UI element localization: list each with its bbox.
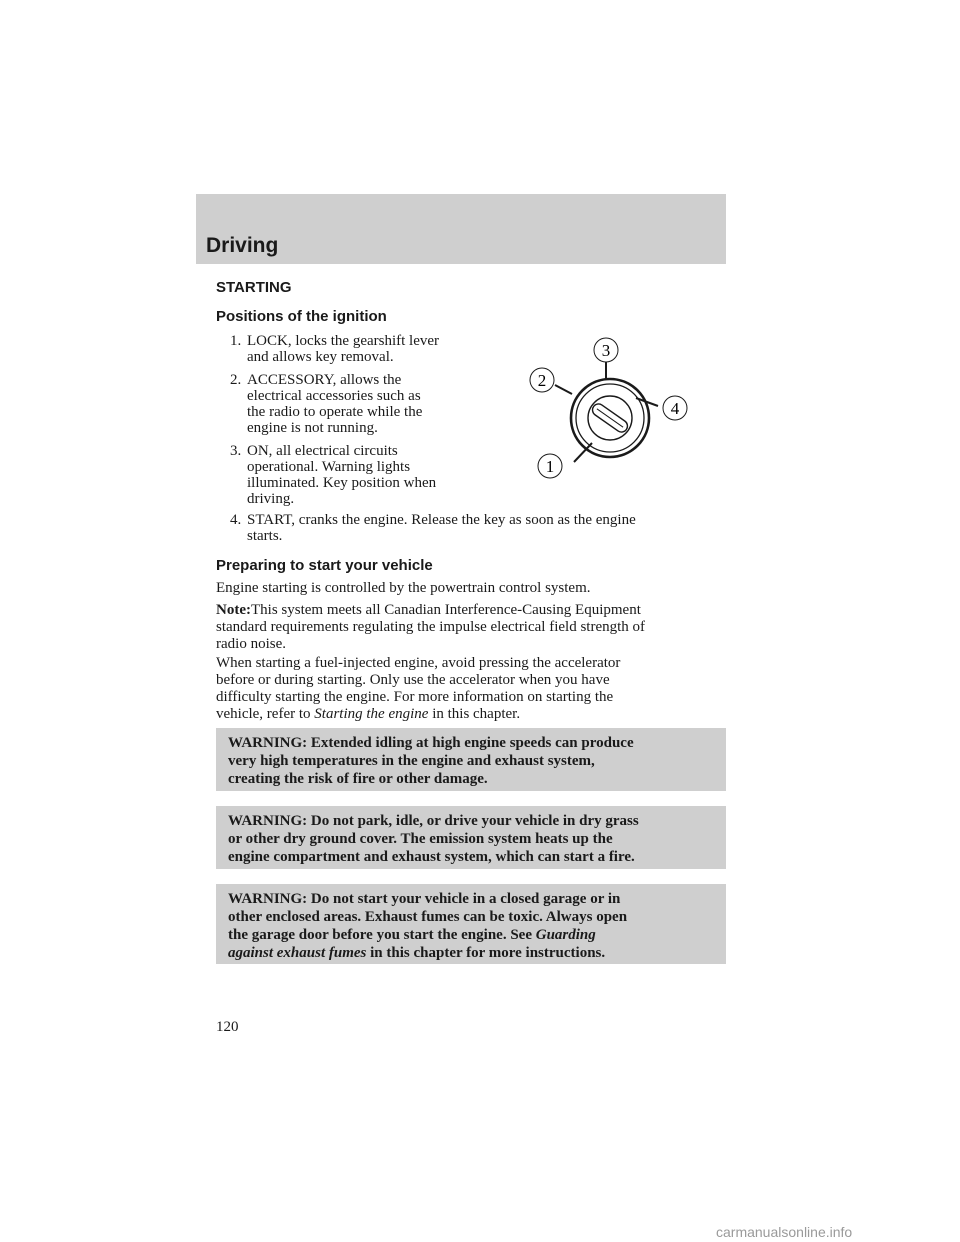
paragraph-control: Engine starting is controlled by the powertrain control system. [216, 580, 591, 596]
heading-starting: STARTING [216, 279, 292, 296]
footer-url: carmanualsonline.info [716, 1224, 853, 1240]
svg-text:3: 3 [601, 341, 611, 360]
note-paragraph: Note:This system meets all Canadian Interference-Causing Equipment standard requirements regulating the impulse electrical field strength of radio noise. [216, 602, 646, 652]
callout-1 [538, 454, 562, 478]
heading-preparing: Preparing to start your vehicle [216, 557, 433, 574]
callout-2 [530, 368, 554, 392]
warning-box-dry-grass: WARNING: Do not park, idle, or drive your vehicle in dry grass or other dry ground cover. The emission system heats up the engine compartment and exhaust system, which can start a fire. [216, 806, 726, 869]
svg-text:2: 2 [537, 371, 547, 390]
paragraph-fuel: When starting a fuel-injected engine, avoid pressing the accelerator before or during starting. Only use the accelerator when you have difficulty starting the engine. For more information on starting the vehicle, refer to Starting the engine in this chapter. [216, 655, 621, 722]
position-item-1: 1. LOCK, locks the gearshift lever and allows key removal. [230, 333, 440, 365]
warning-box-idling: WARNING: Extended idling at high engine speeds can produce very high temperatures in the engine and exhaust system, creating the risk of fire or other damage. [216, 728, 726, 791]
svg-text:1: 1 [545, 457, 555, 476]
callout-4 [663, 396, 687, 420]
section-title: Driving [206, 234, 279, 257]
svg-text:4: 4 [670, 399, 680, 418]
position-item-4: 4. START, cranks the engine. Release the key as soon as the engine starts. [230, 512, 636, 544]
chapter-reference: Starting the engine [314, 706, 429, 722]
position-item-2: 2. ACCESSORY, allows the electrical accessories such as the radio to operate while the engine is not running. [230, 372, 423, 436]
heading-positions: Positions of the ignition [216, 308, 387, 325]
pointer-line-2 [555, 385, 572, 394]
callout-3 [594, 338, 618, 362]
page-number: 120 [216, 1019, 239, 1035]
ignition-diagram [520, 330, 710, 490]
position-item-3: 3. ON, all electrical circuits operational. Warning lights illuminated. Key position when driving. [230, 443, 437, 507]
ignition-lock-icon [571, 379, 649, 457]
warning-box-garage: WARNING: Do not start your vehicle in a closed garage or in other enclosed areas. Exhaust fumes can be toxic. Always open the garage door before you start the engine. See Guarding against exhaust fumes in this chapter for more instructions. [216, 884, 726, 964]
